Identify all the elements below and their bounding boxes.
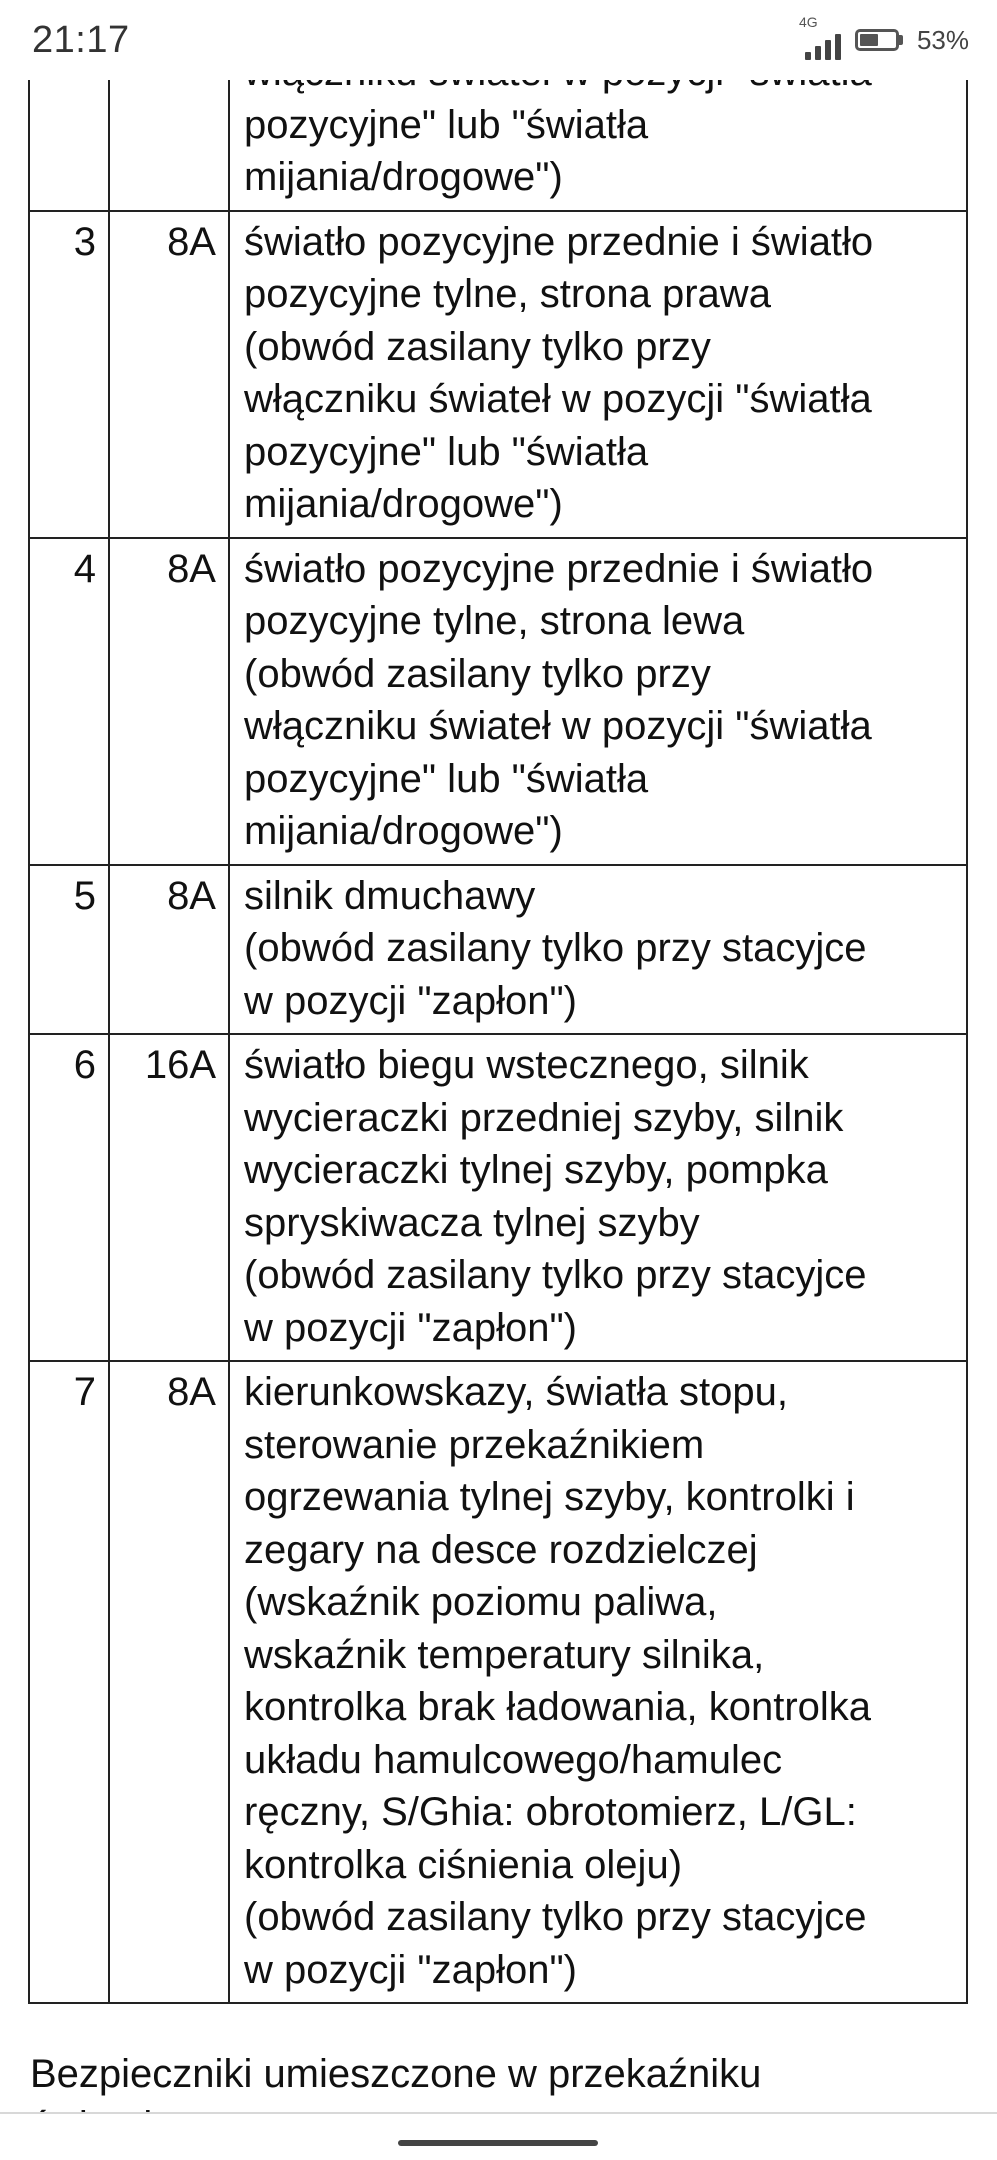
fuse-amperage-cell: 8A	[109, 865, 229, 1035]
fuse-amperage-cell: 8A	[109, 538, 229, 865]
fuse-description-cell: światło pozycyjne przednie i światło pozycyjne tylne, strona prawa (obwód zasilany tylko przy włączniku świateł w pozycji "światła pozycyjne" lub "światła mijania/drogowe")	[229, 211, 967, 538]
home-gesture-handle[interactable]	[398, 2140, 598, 2146]
fuse-description-cell: światło pozycyjne przednie i światło pozycyjne tylne, strona lewa (obwód zasilany tylko przy włączniku świateł w pozycji "światła pozycyjne" lub "światła mijania/drogowe")	[229, 538, 967, 865]
fuse-number-cell: 3	[29, 211, 109, 538]
status-time: 21:17	[32, 18, 130, 61]
table-row	[29, 1034, 967, 1361]
section-heading: Bezpieczniki umieszczone w przekaźniku	[30, 2052, 762, 2096]
status-bar	[0, 0, 997, 80]
table-row	[29, 538, 967, 865]
fuse-amperage-cell: 8A	[109, 1361, 229, 2003]
fuse-number-cell: 4	[29, 538, 109, 865]
network-type: 4G	[798, 14, 818, 30]
fuse-table	[28, 40, 968, 2004]
fuse-description-cell: światło biegu wstecznego, silnik wycieraczki przedniej szyby, silnik wycieraczki tylnej szyby, pompka spryskiwacza tylnej szyby (obwód zasilany tylko przy stacyjce w pozycji "zapłon")	[229, 1034, 967, 1361]
fuse-number-cell: 6	[29, 1034, 109, 1361]
battery-icon	[855, 29, 903, 51]
fuse-description-cell: kierunkowskazy, światła stopu, sterowanie przekaźnikiem ogrzewania tylnej szyby, kontrolki i zegary na desce rozdzielczej (wskaźnik poziomu paliwa, wskaźnik temperatury silnika, kontrolka brak ładowania, kontrolka układu hamulcowego/hamulec ręczny, S/Ghia: obrotomierz, L/GL: kontrolka ciśnienia oleju) (obwód zasilany tylko przy stacyjce w pozycji "zapłon")	[229, 1361, 967, 2003]
fuse-amperage-cell: 16A	[109, 1034, 229, 1361]
fuse-number-cell: 7	[29, 1361, 109, 2003]
fuse-number-cell: 5	[29, 865, 109, 1035]
signal-icon	[798, 14, 841, 60]
navigation-bar	[0, 2112, 997, 2160]
table-row	[29, 865, 967, 1035]
fuse-description-cell: pozycyjne" lub "światła mijania/drogowe")	[229, 41, 967, 211]
battery-percent: 53%	[916, 24, 969, 55]
fuse-description-cell: silnik dmuchawy (obwód zasilany tylko przy stacyjce w pozycji "zapłon")	[229, 865, 967, 1035]
fuse-amperage-cell: 8A	[109, 211, 229, 538]
table-row	[29, 1361, 967, 2003]
table-row	[29, 211, 967, 538]
status-icons	[798, 14, 969, 60]
